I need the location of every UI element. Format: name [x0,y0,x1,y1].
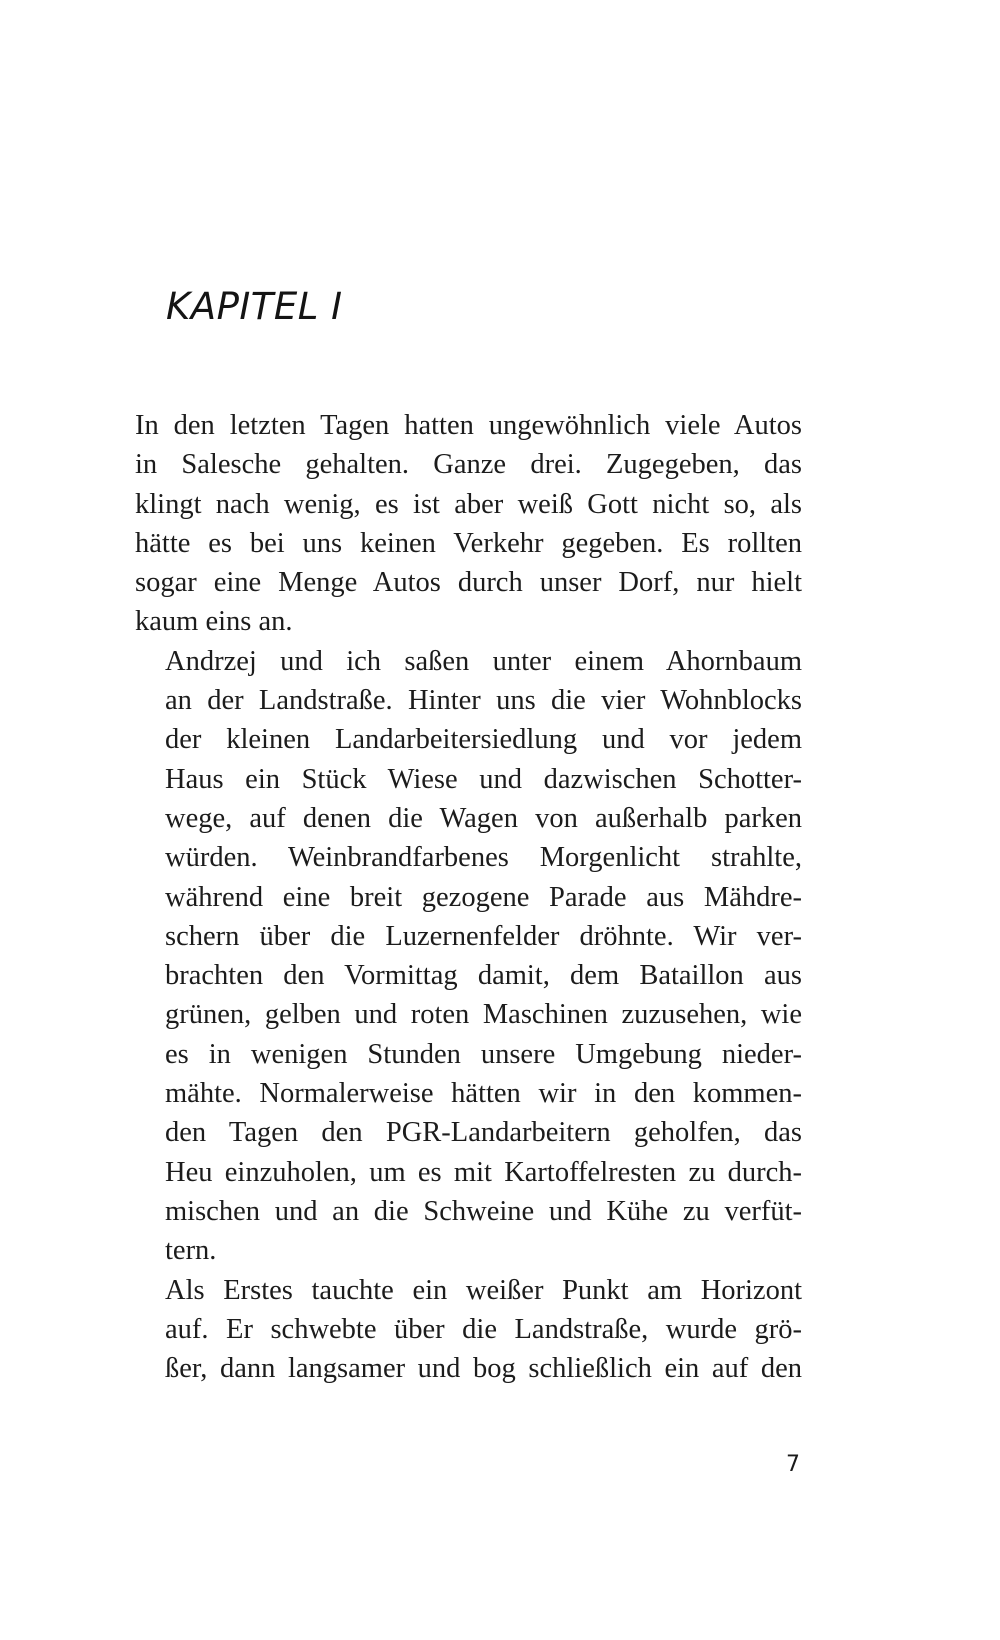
paragraph-2 [135,642,802,1271]
text-line: an der Landstraße. Hinter uns die vier Wohnblocks [165,685,802,717]
text-line: mähte. Normalerweise hätten wir in den kommen- [165,1078,802,1110]
text-line: Heu einzuholen, um es mit Kartoffelresten zu durch- [165,1156,802,1188]
text-line: tern. [165,1235,217,1267]
text-line: es in wenigen Stunden unsere Umgebung nieder- [165,1038,802,1070]
text-line: In den letzten Tagen hatten ungewöhnlich viele Autos [135,410,802,441]
text-line: grünen, gelben und roten Maschinen zuzusehen, wie [165,999,802,1031]
text-line: hätte es bei uns keinen Verkehr gegeben. Es rollten [135,527,802,559]
text-line: auf. Er schwebte über die Landstraße, wurde grö- [165,1313,802,1345]
text-line: klingt nach wenig, es ist aber weiß Gott nicht so, als [135,488,802,520]
text-line: den Tagen den PGR-Landarbeitern geholfen, das [165,1117,802,1149]
text-line: Andrzej und ich saßen unter einem Ahornbaum [165,645,802,677]
text-line: brachten den Vormittag damit, dem Bataillon aus [165,960,802,992]
page-number: 7 [786,1452,800,1477]
paragraph-1 [135,406,802,642]
text-line: der kleinen Landarbeitersiedlung und vor jedem [165,724,802,756]
chapter-title: KAPITEL I [166,285,343,328]
text-line: sogar eine Menge Autos durch unser Dorf, nur hielt [135,567,802,599]
text-line: Als Erstes tauchte ein weißer Punkt am Horizont [165,1274,802,1306]
text-line: schern über die Luzernenfelder dröhnte. Wir ver- [165,920,802,952]
body-text [135,406,802,1388]
paragraph-3 [135,1271,802,1389]
text-line: Haus ein Stück Wiese und dazwischen Schotter- [165,763,802,795]
text-line: wege, auf denen die Wagen von außerhalb parken [165,802,802,834]
text-line: mischen und an die Schweine und Kühe zu verfüt- [165,1195,802,1227]
text-line: kaum eins an. [135,606,293,638]
text-line: würden. Weinbrandfarbenes Morgenlicht strahlte, [165,842,802,874]
text-line: ßer, dann langsamer und bog schließlich ein auf den [165,1353,802,1385]
text-line: während eine breit gezogene Parade aus Mähdre- [165,881,802,913]
text-line: in Salesche gehalten. Ganze drei. Zugegeben, das [135,449,802,481]
